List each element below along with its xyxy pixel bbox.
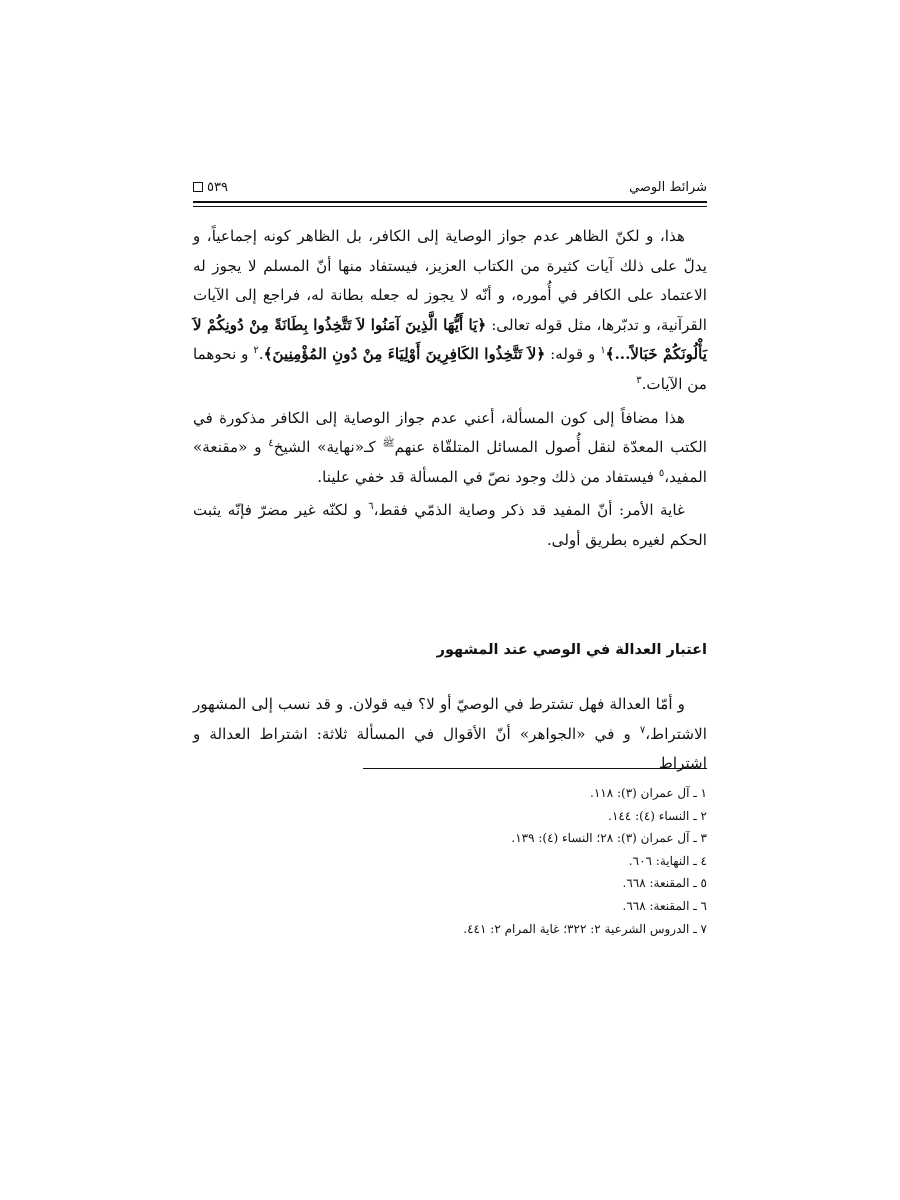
footnotes-list xyxy=(193,782,707,940)
paragraph xyxy=(193,496,707,555)
footnote-ref: ٤ xyxy=(268,438,274,450)
paragraph-text: و أمّا العدالة فهل تشترط في الوصيّ أو لا؟ فيه قولان. و قد نسب إلى المشهور الاشتراط، xyxy=(193,695,707,743)
footnote-item: ٥ ـ المقنعة: ٦٦٨. xyxy=(622,876,707,891)
header-rule-thick xyxy=(193,201,707,203)
paragraph-text: هذا مضافاً إلى كون المسألة، أعني عدم جواز الوصاية إلى الكافر مذكورة في الكتب المعدّة لنقل أُصول المسائل المتلقّاة عنهم xyxy=(193,408,707,457)
paragraph-text: و لكنّه غير مضرّ فإنّه يثبت الحكم لغيره بطريق أولى. xyxy=(193,501,707,549)
paragraph-text: و قوله: xyxy=(545,345,601,364)
paragraph-text: فيستفاد من ذلك وجود نصّ في المسألة قد خفي علينا. xyxy=(317,467,659,486)
paragraph xyxy=(193,690,707,779)
main-text xyxy=(193,222,707,556)
footnote-separator xyxy=(363,768,707,769)
header-rule-thin xyxy=(193,206,707,207)
paragraph-text: غاية الأمر: أنّ المفيد قد ذكر وصاية الذمّي فقط، xyxy=(373,501,685,520)
footnote-item: ٢ ـ النساء (٤): ١٤٤. xyxy=(608,808,707,823)
quran-verse: ﴿لاَ تَتَّخِذُوا الكَافِرِينَ أَوْلِيَاءَ مِنْ دُونِ المُؤْمِنِينَ﴾ xyxy=(263,345,546,364)
footnote-ref: ٣ xyxy=(636,374,642,386)
paragraph-text: و «مقنعة» المفيد، xyxy=(193,438,707,486)
book-page xyxy=(193,0,707,1200)
paragraph xyxy=(193,404,707,493)
quran-verse: ﴿يَا أَيُّهَا الَّذِينَ آمَنُوا لاَ تَتَّخِذُوا بِطَانَةً مِنْ دُونِكُمْ لاَ يَأْلُونَكُمْ خَبَالاً...﴾ xyxy=(193,315,707,364)
section-heading: اعتبار العدالة في الوصي عند المشهور xyxy=(436,642,707,658)
running-header xyxy=(193,176,707,198)
footnote-item: ٦ ـ المقنعة: ٦٦٨. xyxy=(622,898,707,913)
footnote-item: ٧ ـ الدروس الشرعية ٢: ٣٢٢؛ غاية المرام ٢: ٤٤١. xyxy=(463,921,707,936)
square-ornament-icon xyxy=(193,182,203,192)
paragraph-text: كـ«نهاية» الشيخ xyxy=(273,438,383,457)
running-header-title: شرائط الوصي xyxy=(629,179,707,195)
page-number xyxy=(193,180,228,195)
page-number-value: ٥٣٩ xyxy=(207,179,228,195)
footnote-ref: ٥ xyxy=(658,467,665,479)
paragraph-text: . xyxy=(258,345,264,364)
footnote-item: ١ ـ آل عمران (٣): ١١٨. xyxy=(590,786,707,800)
footnote-item: ٤ ـ النهاية: ٦٠٦. xyxy=(628,853,707,868)
paragraph-text: و نحوهما من الآيات. xyxy=(193,345,707,393)
footnote-item: ٣ ـ آل عمران (٣): ٢٨؛ النساء (٤): ١٣٩. xyxy=(511,831,707,846)
paragraph-text: هذا، و لكنّ الظاهر عدم جواز الوصاية إلى الكافر، بل الظاهر كونه إجماعياً، و يدلّ على ذلك آيات كثيرة من الكتاب العزيز، فيستفاد منها أنّ المسلم لا يجوز له الاعتماد على الكافر في أُموره، و أنّه لا يجوز له جعله بطانة له، فراجع إلى الآيات القرآنية، و تدبّرها، مثل قوله تعالى: xyxy=(193,227,708,334)
paragraph-text: و في «الجواهر» أنّ الأقوال في المسألة ثلاثة: اشتراط العدالة و اشتراط xyxy=(193,724,707,773)
footnote-ref: ٦ xyxy=(368,501,374,513)
paragraph xyxy=(193,222,707,400)
honorific-glyph: ﷺ xyxy=(382,438,395,450)
footnote-ref: ٢ xyxy=(253,345,259,357)
main-text-continued xyxy=(193,690,707,779)
footnote-ref: ٧ xyxy=(639,724,646,736)
footnote-ref: ١ xyxy=(600,345,606,357)
